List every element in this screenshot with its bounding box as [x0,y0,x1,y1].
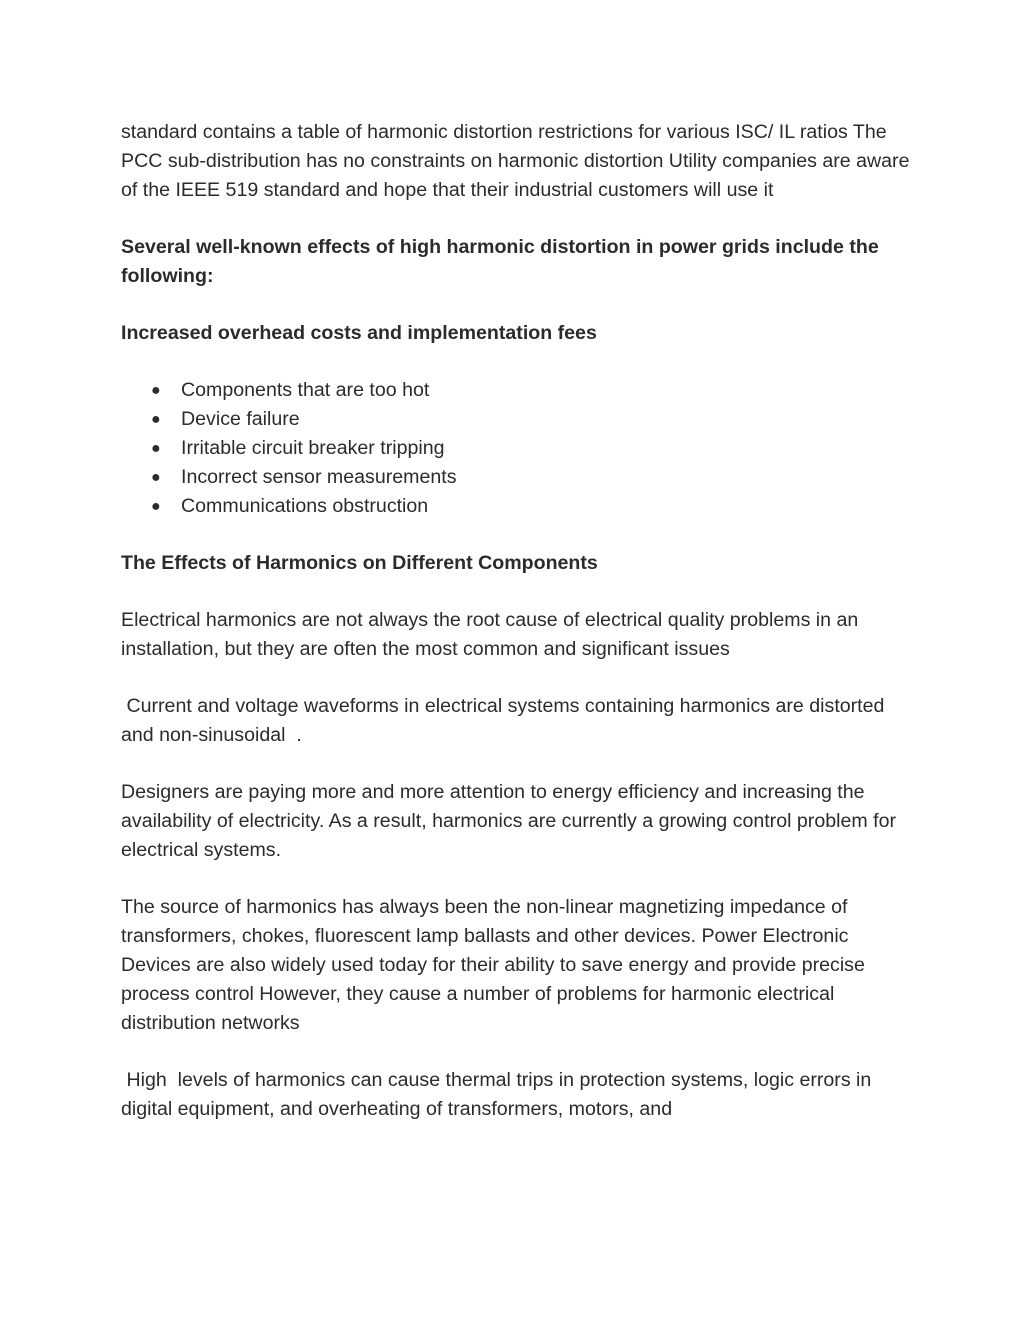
list-item [121,434,921,463]
paragraph-high-levels: High levels of harmonics can cause thermal trips in protection systems, logic errors in digital equipment, and overheating of transformers, motors, and [121,1069,877,1120]
list-item-text: Incorrect sensor measurements [181,466,457,488]
bullet-icon: ● [151,469,161,486]
paragraph-ieee-standard: standard contains a table of harmonic distortion restrictions for various ISC/ IL ratios The PCC sub-distribution has no constraints on harmonic distortion Utility companies are aware of the IEEE 519 standard and hope that their industrial customers will use it [121,121,915,201]
paragraph-sources: The source of harmonics has always been the non-linear magnetizing impedance of transformers, chokes, fluorescent lamp ballasts and other devices. Power Electronic Devices are also widely used today for their ability to save energy and provide precise process control However, they cause a number of problems for harmonic electrical distribution networks [121,896,871,1034]
heading-costs: Increased overhead costs and implementation fees [121,322,597,344]
list-item-text: Communications obstruction [181,495,429,517]
document-page [121,118,921,1152]
list-item [121,492,921,521]
list-item-text: Components that are too hot [181,379,430,401]
list-item [121,405,921,434]
list-item-text: Irritable circuit breaker tripping [181,437,445,459]
list-item [121,376,921,405]
bullet-icon: ● [151,411,161,428]
bullet-icon: ● [151,382,161,399]
heading-components: The Effects of Harmonics on Different Components [121,552,598,574]
list-item-text: Device failure [181,408,300,430]
bullet-icon: ● [151,498,161,515]
heading-effects: Several well-known effects of high harmonic distortion in power grids include the following: [121,236,885,287]
paragraph-root-cause: Electrical harmonics are not always the root cause of electrical quality problems in an installation, but they are often the most common and significant issues [121,609,864,660]
bullet-list-effects [121,376,921,521]
list-item [121,463,921,492]
paragraph-designers: Designers are paying more and more attention to energy efficiency and increasing the availability of electricity. As a result, harmonics are currently a growing control problem for electrical systems. [121,781,902,861]
bullet-icon: ● [151,440,161,457]
paragraph-waveforms: Current and voltage waveforms in electrical systems containing harmonics are distorted and non-sinusoidal . [121,695,890,746]
